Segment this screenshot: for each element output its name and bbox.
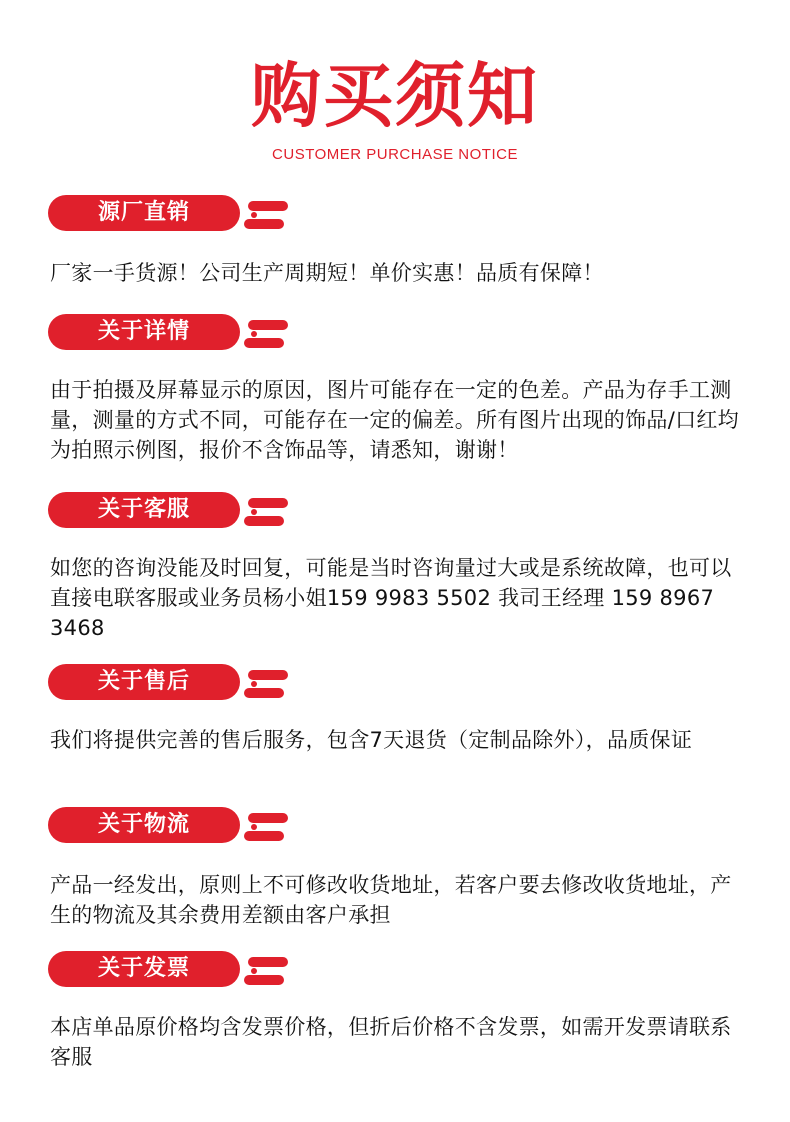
- section-header-invoice: [48, 951, 293, 991]
- decoration-icon: [240, 197, 292, 233]
- decoration-icon: [240, 809, 292, 845]
- section-body: 由于拍摄及屏幕显示的原因，图片可能存在一定的色差。产品为存手工测量，测量的方式不同，可能存在一定的偏差。所有图片出现的饰品/口红均为拍照示例图，报价不含饰品等，请悉知，谢谢！: [50, 378, 739, 462]
- section-heading: 关于客服: [97, 497, 190, 522]
- section-header-after-sales: [48, 664, 293, 704]
- section-header-details: [48, 314, 293, 354]
- page-subtitle: CUSTOMER PURCHASE NOTICE: [272, 146, 518, 163]
- decoration-icon: [240, 953, 292, 989]
- decoration-icon: [240, 666, 292, 702]
- section-body: 如您的咨询没能及时回复，可能是当时咨询量过大或是系统故障，也可以直接电联客服或业务员杨小姐159 9983 5502 我司王经理 159 8967 3468: [50, 556, 732, 640]
- section-heading: 关于详情: [97, 319, 190, 344]
- section-heading: 关于物流: [97, 812, 190, 837]
- section-body: 我们将提供完善的售后服务，包含7天退货（定制品除外），品质保证: [50, 728, 693, 752]
- section-body: 厂家一手货源！公司生产周期短！单价实惠！品质有保障！: [50, 261, 604, 285]
- decoration-icon: [240, 494, 292, 530]
- page-title: 购买须知: [251, 55, 539, 137]
- section-heading: 源厂直销: [97, 200, 190, 225]
- section-body: 本店单品原价格均含发票价格，但折后价格不含发票，如需开发票请联系客服: [50, 1015, 732, 1069]
- section-heading: 关于发票: [97, 956, 190, 981]
- section-header-customer-service: [48, 492, 293, 532]
- section-body: 产品一经发出，原则上不可修改收货地址，若客户要去修改收货地址，产生的物流及其余费用差额由客户承担: [50, 873, 732, 927]
- section-heading: 关于售后: [97, 669, 190, 694]
- section-header-logistics: [48, 807, 293, 847]
- decoration-icon: [240, 316, 292, 352]
- section-header-factory-direct: [48, 195, 293, 235]
